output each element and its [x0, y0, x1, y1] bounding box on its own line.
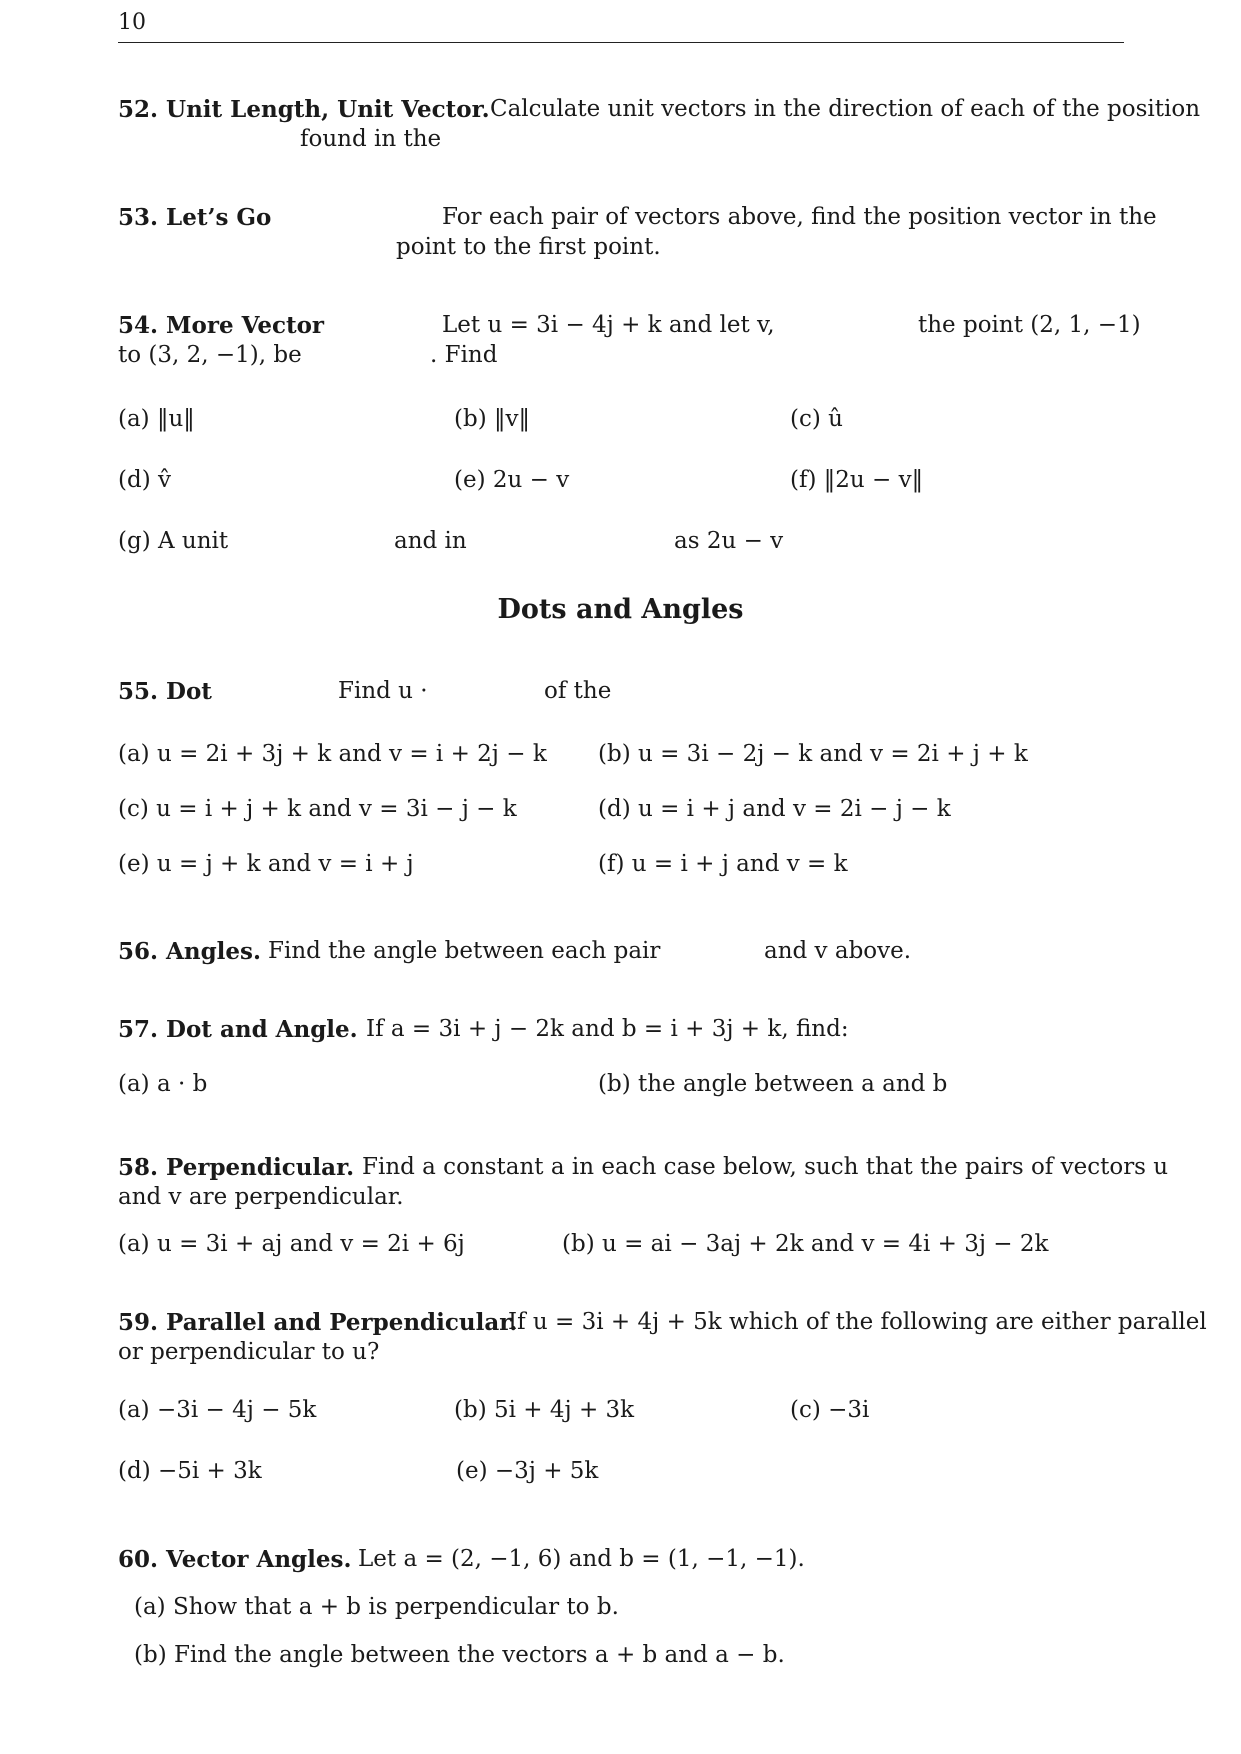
- problem-55-item-c: (c) u = i + j + k and v = 3i − j − k: [118, 796, 517, 822]
- problem-52-text-line1: Calculate unit vectors in the direction of each of the position: [490, 96, 1201, 122]
- header-rule: [118, 42, 1124, 43]
- problem-60-heading: 60. Vector Angles.: [118, 1546, 352, 1573]
- problem-54-item-a: (a) ‖u‖: [118, 406, 195, 432]
- problem-59-item-a: (a) −3i − 4j − 5k: [118, 1397, 317, 1423]
- problem-54-item-g-part3: as 2u − v: [674, 528, 784, 554]
- problem-59-item-e: (e) −3j + 5k: [456, 1458, 599, 1484]
- problem-53-text-line2: point to the first point.: [396, 234, 661, 260]
- problem-53-heading: 53. Let’s Go: [118, 204, 272, 231]
- problem-55-item-f: (f) u = i + j and v = k: [598, 851, 848, 877]
- problem-58-heading: 58. Perpendicular.: [118, 1154, 355, 1181]
- problem-54-item-d: (d) v̂: [118, 467, 171, 493]
- problem-54-item-f: (f) ‖2u − v‖: [790, 467, 924, 493]
- problem-60-item-b: (b) Find the angle between the vectors a + b and a − b.: [134, 1642, 785, 1668]
- page-number: 10: [118, 10, 146, 35]
- problem-55-text-a: Find u ·: [338, 678, 428, 704]
- problem-59-item-d: (d) −5i + 3k: [118, 1458, 262, 1484]
- problem-59-heading: 59. Parallel and Perpendicular.: [118, 1309, 518, 1336]
- problem-54-item-c: (c) û: [790, 406, 843, 432]
- problem-56-heading: 56. Angles.: [118, 938, 261, 965]
- problem-57-text: If a = 3i + j − 2k and b = i + 3j + k, find:: [366, 1016, 849, 1042]
- problem-57-item-b: (b) the angle between a and b: [598, 1071, 948, 1097]
- problem-54-item-e: (e) 2u − v: [454, 467, 570, 493]
- problem-54-text-line2b: . Find: [430, 342, 498, 368]
- problem-60-text: Let a = (2, −1, 6) and b = (1, −1, −1).: [358, 1546, 805, 1572]
- problem-54-item-g-part2: and in: [394, 528, 467, 554]
- section-title: Dots and Angles: [497, 594, 744, 625]
- problem-54-item-b: (b) ‖v‖: [454, 406, 530, 432]
- problem-59-text-line1: If u = 3i + 4j + 5k which of the following are either parallel: [508, 1309, 1207, 1335]
- problem-54-text-line2a: to (3, 2, −1), be: [118, 342, 302, 368]
- problem-55-item-b: (b) u = 3i − 2j − k and v = 2i + j + k: [598, 741, 1028, 767]
- problem-53-text-line1: For each pair of vectors above, find the position vector in the: [442, 204, 1157, 230]
- problem-55-heading: 55. Dot: [118, 678, 212, 705]
- problem-52-text-line2: found in the: [300, 126, 442, 152]
- problem-54-text-line1b: the point (2, 1, −1): [918, 312, 1141, 338]
- problem-55-item-e: (e) u = j + k and v = i + j: [118, 851, 414, 877]
- problem-57-heading: 57. Dot and Angle.: [118, 1016, 358, 1043]
- problem-54-text-line1a: Let u = 3i − 4j + k and let v,: [442, 312, 775, 338]
- problem-58-item-b: (b) u = ai − 3aj + 2k and v = 4i + 3j − 2k: [562, 1231, 1049, 1257]
- problem-58-text-line1: Find a constant a in each case below, such that the pairs of vectors u: [362, 1154, 1169, 1180]
- problem-52-heading: 52. Unit Length, Unit Vector.: [118, 96, 490, 123]
- problem-59-item-c: (c) −3i: [790, 1397, 870, 1423]
- problem-58-item-a: (a) u = 3i + aj and v = 2i + 6j: [118, 1231, 465, 1257]
- problem-60-item-a: (a) Show that a + b is perpendicular to b.: [134, 1594, 619, 1620]
- problem-55-text-b: of the: [544, 678, 612, 704]
- problem-58-text-line2: and v are perpendicular.: [118, 1184, 404, 1210]
- problem-56-text-b: and v above.: [764, 938, 912, 964]
- problem-56-text-a: Find the angle between each pair: [268, 938, 661, 964]
- problem-55-item-d: (d) u = i + j and v = 2i − j − k: [598, 796, 951, 822]
- problem-59-text-line2: or perpendicular to u?: [118, 1339, 380, 1365]
- problem-54-heading: 54. More Vector: [118, 312, 325, 339]
- problem-54-item-g-part1: (g) A unit: [118, 528, 229, 554]
- problem-59-item-b: (b) 5i + 4j + 3k: [454, 1397, 635, 1423]
- problem-55-item-a: (a) u = 2i + 3j + k and v = i + 2j − k: [118, 741, 547, 767]
- problem-57-item-a: (a) a · b: [118, 1071, 208, 1097]
